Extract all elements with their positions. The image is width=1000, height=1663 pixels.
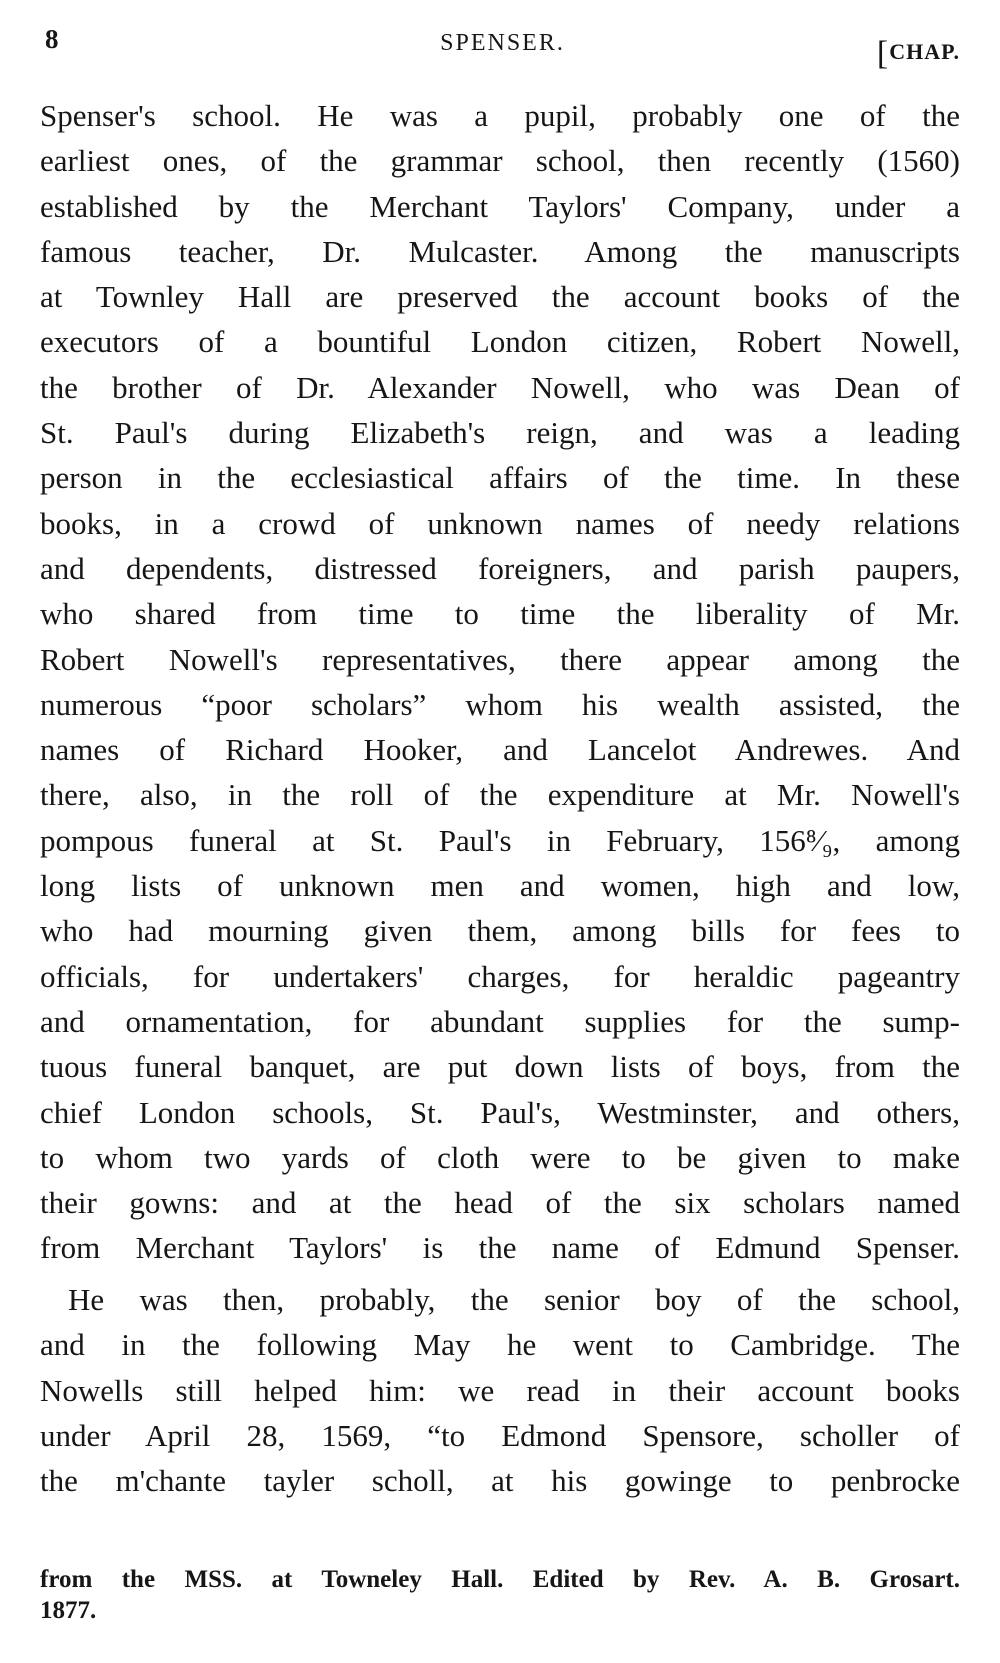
text-line: numerous “poor scholars” whom his wealth assisted, the [40, 686, 960, 722]
text-line: at Townley Hall are preserved the account books of the [40, 279, 960, 315]
page-header [45, 22, 960, 72]
text-line: names of Richard Hooker, and Lancelot Andrewes. And [40, 732, 960, 768]
page-number: 8 [45, 24, 59, 54]
text-line: there, also, in the roll of the expenditure at Mr. Nowell's [40, 777, 960, 813]
footnote [40, 1564, 960, 1626]
text-line: pompous funeral at St. Paul's in February, 156⁸⁄₉, among [40, 822, 960, 858]
text-line: to whom two yards of cloth were to be given to make [40, 1139, 960, 1175]
text-line: Spenser's school. He was a pupil, probably one of the [40, 98, 960, 133]
text-line: the brother of Dr. Alexander Nowell, who was Dean of [40, 369, 960, 405]
text-line: St. Paul's during Elizabeth's reign, and was a leading [40, 415, 960, 451]
text-line: Nowells still helped him: we read in their account books [40, 1372, 960, 1408]
text-line: under April 28, 1569, “to Edmond Spensore, scholler of [40, 1417, 960, 1453]
text-line: who had mourning given them, among bills for fees to [40, 913, 960, 949]
text-line: chief London schools, St. Paul's, Westminster, and others, [40, 1094, 960, 1130]
text-line: earliest ones, of the grammar school, then recently (1560) [40, 143, 960, 179]
text-line: famous teacher, Dr. Mulcaster. Among the manuscripts [40, 233, 960, 269]
text-line: tuous funeral banquet, are put down lists of boys, from the [40, 1049, 960, 1085]
paragraph-1 [40, 93, 960, 1271]
chapter-text: CHAP. [889, 39, 960, 64]
text-line: and dependents, distressed foreigners, and parish paupers, [40, 550, 960, 586]
paragraph-2 [40, 1277, 960, 1503]
text-line: and ornamentation, for abundant supplies for the sump- [40, 1003, 960, 1039]
text-line: from Merchant Taylors' is the name of Edmund Spenser. [40, 1230, 960, 1266]
text-line: long lists of unknown men and women, high and low, [40, 868, 960, 904]
text-line: He was then, probably, the senior boy of the school, [68, 1282, 960, 1317]
footnote-line: from the MSS. at Towneley Hall. Edited by Rev. A. B. Grosart. [40, 1566, 960, 1593]
chapter-bracket: [ [876, 35, 890, 72]
text-line: books, in a crowd of unknown names of needy relations [40, 505, 960, 541]
footnote-line: 1877. [40, 1597, 97, 1624]
text-line: established by the Merchant Taylors' Company, under a [40, 188, 960, 224]
running-title: SPENSER. [440, 30, 565, 56]
text-line: the m'chante tayler scholl, at his gowinge to penbrocke [40, 1463, 960, 1499]
text-line: Robert Nowell's representatives, there appear among the [40, 641, 960, 677]
text-line: officials, for undertakers' charges, for heraldic pageantry [40, 958, 960, 994]
text-line: person in the ecclesiastical affairs of the time. In these [40, 460, 960, 496]
text-line: who shared from time to time the liberality of Mr. [40, 596, 960, 632]
text-line: executors of a bountiful London citizen, Robert Nowell, [40, 324, 960, 360]
text-line: their gowns: and at the head of the six scholars named [40, 1185, 960, 1221]
text-line: and in the following May he went to Cambridge. The [40, 1327, 960, 1363]
chapter-label [876, 30, 960, 72]
